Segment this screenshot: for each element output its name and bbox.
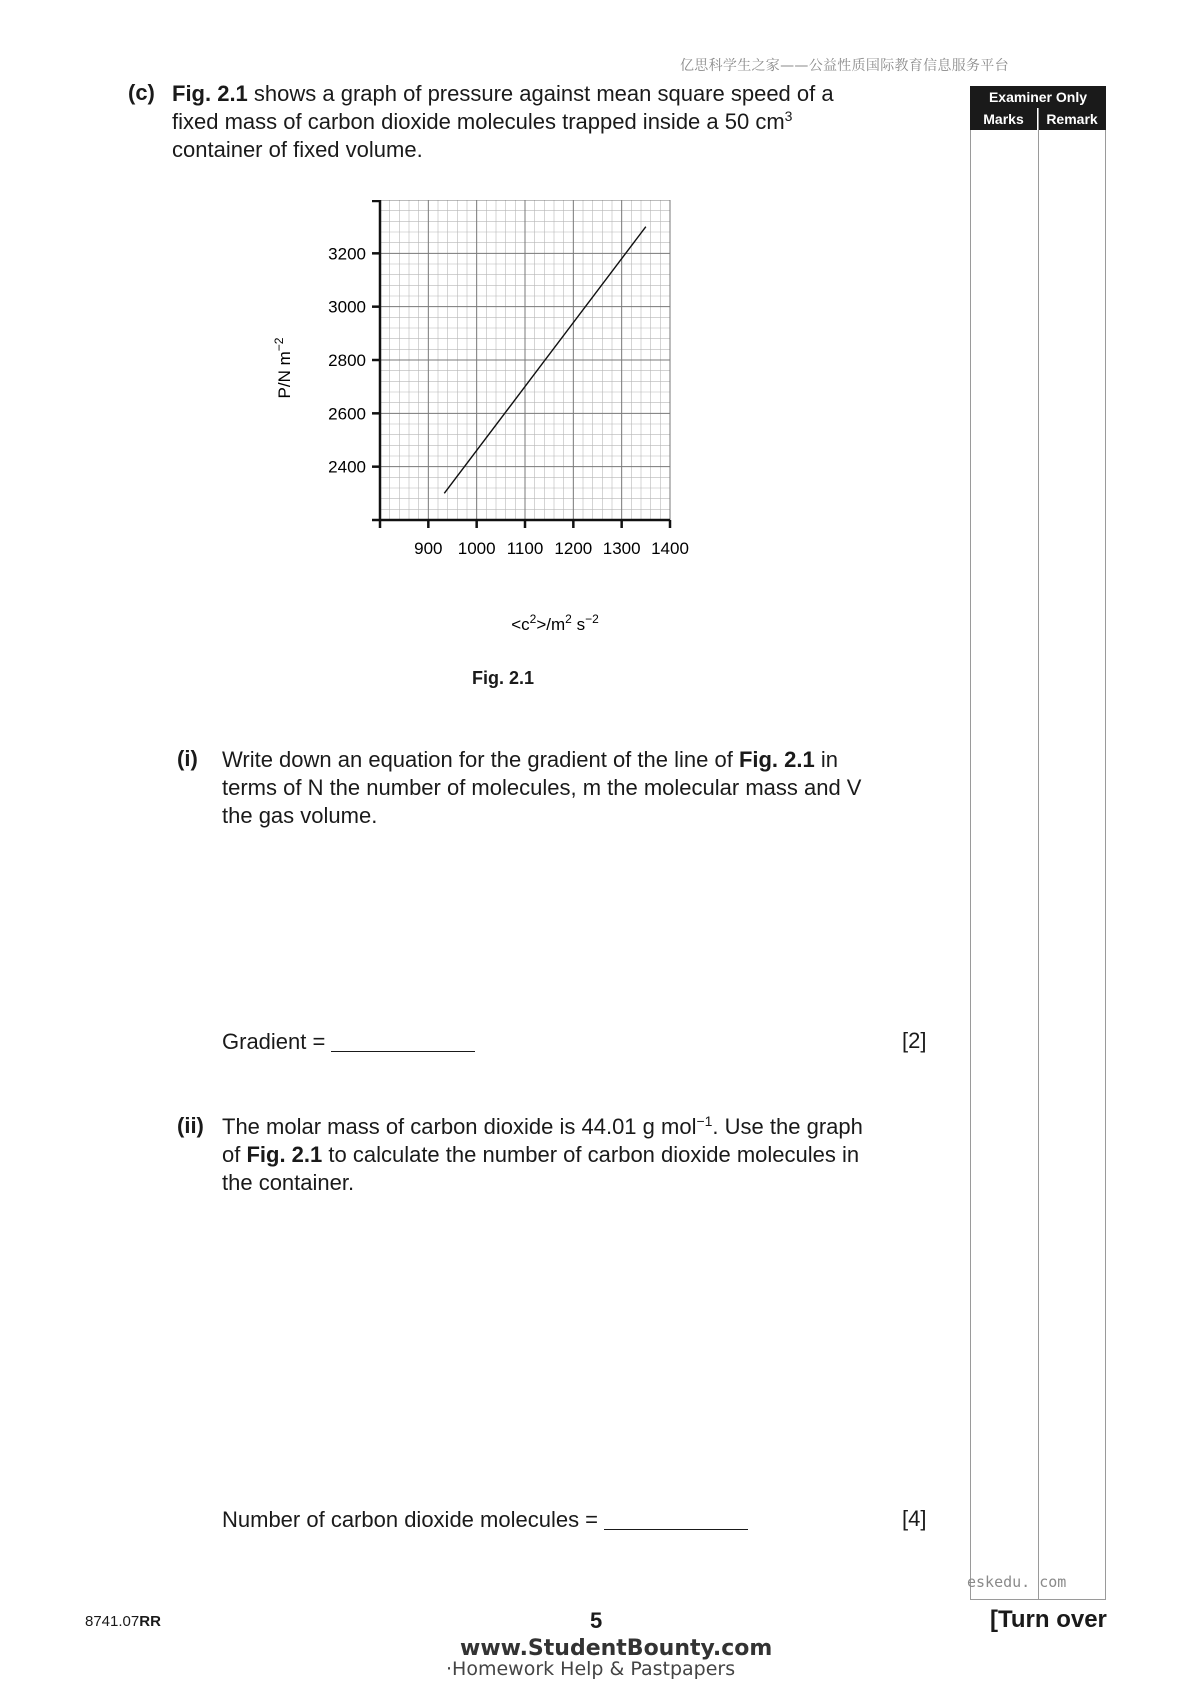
x-tick-label: 1200 [554, 539, 593, 558]
y-tick-label: 2400 [328, 457, 366, 477]
part-i-line-3: the gas volume. [222, 803, 378, 828]
part-i-line-1: Write down an equation for the gradient of the line of [222, 747, 739, 772]
part-c-line-2: fixed mass of carbon dioxide molecules trapped inside a 50 cm [172, 109, 785, 134]
gradient-answer-field[interactable] [331, 1031, 475, 1052]
x-tick-label: 1000 [457, 539, 496, 558]
molecules-answer-line [222, 1506, 748, 1534]
part-ii-marks: [4] [902, 1506, 927, 1531]
fig-reference: Fig. 2.1 [738, 747, 815, 772]
part-c-label: (c) [128, 80, 155, 105]
molecules-answer-field[interactable] [604, 1509, 748, 1530]
studentbounty-url: www.StudentBounty.com [460, 1636, 773, 1661]
chart-major-grid [380, 200, 670, 520]
marks-column-header: Marks [970, 108, 1038, 130]
x-tick-label: 1100 [506, 539, 544, 558]
mol-superscript: −1 [696, 1113, 713, 1129]
chart-ticks [328, 244, 689, 558]
x-axis-label: $<c^2>/m^2$ $s^{-2}$ [511, 612, 599, 634]
x-tick-label: 900 [414, 539, 443, 558]
y-tick-label: 2600 [328, 404, 366, 424]
fig-reference: Fig. 2.1 [246, 1142, 323, 1167]
part-i-line-2: terms of N the number of molecules, m the molecular mass and V [222, 775, 862, 800]
studentbounty-tagline: ·Homework Help & Pastpapers [446, 1658, 736, 1680]
figure-caption: Fig. 2.1 [472, 668, 535, 688]
turn-over-label: [Turn over [990, 1606, 1107, 1633]
gradient-answer-line [222, 1028, 475, 1056]
part-ii-line-2: to calculate the number of carbon dioxide molecules in [322, 1142, 860, 1167]
x-tick-label: 1400 [651, 539, 689, 558]
part-c-text [172, 80, 932, 164]
page-number: 5 [590, 1608, 603, 1633]
part-ii-line-3: the container. [222, 1170, 355, 1195]
chart-axes [372, 200, 670, 528]
part-ii-label: (ii) [177, 1113, 204, 1138]
part-ii-line-2-start: of [222, 1142, 247, 1167]
part-c-line-3: container of fixed volume. [172, 137, 423, 162]
part-i-marks: [2] [902, 1028, 927, 1053]
y-tick-label: 2800 [328, 351, 366, 370]
y-tick-label: 3200 [328, 244, 366, 264]
header-watermark: 亿思科学生之家——公益性质国际教育信息服务平台 [680, 58, 1009, 74]
remark-column-header: Remark [1038, 108, 1106, 130]
y-tick-label: 3000 [328, 297, 366, 317]
paper-code: 8741.07RR [85, 1613, 161, 1630]
molecules-label: Number of carbon dioxide molecules = [222, 1507, 599, 1532]
part-i-text [222, 746, 942, 830]
part-i-label: (i) [177, 746, 198, 771]
bottom-watermark: eskedu. com [967, 1573, 1067, 1591]
part-ii-line-1-end: . Use the graph [712, 1114, 863, 1139]
cm3-superscript: 3 [784, 108, 793, 124]
part-ii-text [222, 1113, 942, 1197]
part-c-line-1: shows a graph of pressure against mean square speed of a [247, 81, 834, 106]
gradient-label: Gradient = [222, 1029, 326, 1054]
pressure-speed-chart [260, 200, 780, 640]
examiner-only-header: Examiner Only [970, 86, 1106, 108]
part-i-line-1-end: in [814, 747, 838, 772]
x-tick-label: 1300 [602, 539, 641, 558]
y-axis-label: P/N $m^{-2}$ [272, 337, 294, 399]
part-ii-line-1: The molar mass of carbon dioxide is 44.01 g mol [222, 1114, 697, 1139]
fig-reference: Fig. 2.1 [172, 81, 248, 106]
examiner-column-divider [1038, 108, 1039, 1600]
